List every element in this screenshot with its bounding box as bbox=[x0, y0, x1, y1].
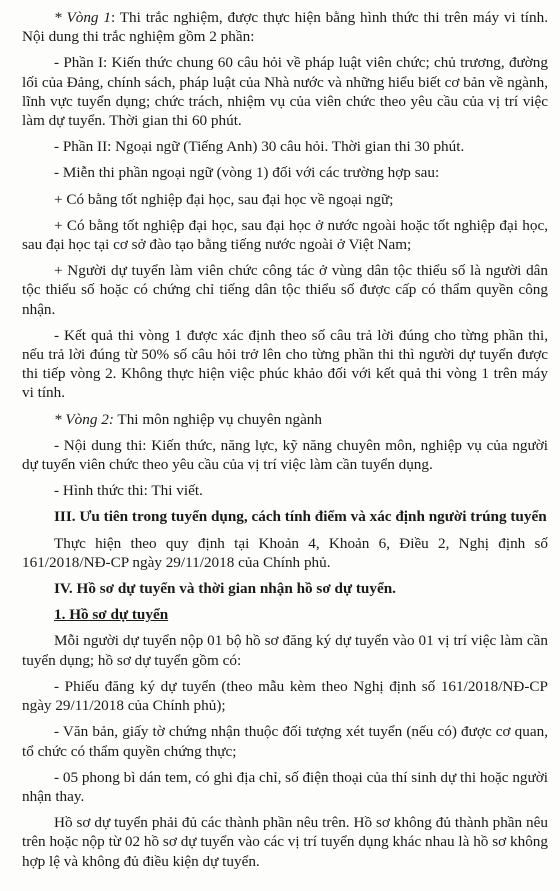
paragraph-round-1-result: - Kết quả thi vòng 1 được xác định theo số câu trả lời đúng cho từng phần thi, nếu trả lời đúng từ 50% số câu hỏi trở lên cho từng phần thi thì người dự tuyển được thi tiếp vòng 2. Không thực hiện việc phúc khảo đối với kết quả thi vòng 1 trên máy vi tính. bbox=[22, 326, 548, 402]
round-1-text: : Thi trắc nghiệm, được thực hiện bằng hình thức thi trên máy vi tính. Nội dung thi trắc nghiệm gồm 2 phần: bbox=[22, 9, 548, 46]
paragraph-exemption: - Miễn thi phần ngoại ngữ (vòng 1) đối với các trường hợp sau: bbox=[54, 164, 440, 182]
paragraph-exemption-3: + Người dự tuyển làm viên chức công tác ở vùng dân tộc thiểu số là người dân tộc thiểu số hoặc có chứng chỉ tiếng dân tộc thiểu số được cấp có thẩm quyền công nhận. bbox=[22, 262, 548, 318]
paragraph-application-validity: Hồ sơ dự tuyển phải đủ các thành phần nêu trên. Hồ sơ không đủ thành phần nêu trên hoặc nộp từ 02 hồ sơ dự tuyển vào các vị trí tuyển dụng khác nhau là hồ sơ không hợp lệ và không đủ điều kiện dự tuyển. bbox=[22, 814, 548, 870]
paragraph-exemption-1: + Có bằng tốt nghiệp đại học, sau đại học về ngoại ngữ; bbox=[54, 190, 394, 208]
subsection-title-1: 1. Hồ sơ dự tuyển bbox=[54, 606, 169, 624]
paragraph-priority: Thực hiện theo quy định tại Khoản 4, Khoản 6, Điều 2, Nghị định số 161/2018/NĐ-CP ngày 29/11/2018 của Chính phủ. bbox=[22, 534, 548, 571]
section-title-iii: III. Ưu tiên trong tuyển dụng, cách tính điểm và xác định người trúng tuyển bbox=[54, 508, 547, 526]
paragraph-round-1 bbox=[22, 8, 548, 46]
paragraph-application-envelopes: - 05 phong bì dán tem, có ghi địa chỉ, số điện thoại của thí sinh dự thi hoặc người nhận thay. bbox=[22, 768, 548, 805]
section-title-iv: IV. Hồ sơ dự tuyển và thời gian nhận hồ sơ dự tuyển. bbox=[54, 580, 396, 598]
round-2-label: * Vòng 2: bbox=[54, 410, 114, 428]
round-2-text: Thi môn nghiệp vụ chuyên ngành bbox=[113, 410, 322, 428]
paragraph-round-2-content: - Nội dung thi: Kiến thức, năng lực, kỹ năng chuyên môn, nghiệp vụ của người dự tuyển viên chức theo yêu cầu của vị trí việc làm cần tuyển dụng. bbox=[22, 436, 548, 474]
paragraph-part-1: - Phần I: Kiến thức chung 60 câu hỏi về pháp luật viên chức; chủ trương, đường lối của Đảng, chính sách, pháp luật của Nhà nước và những hiểu biết cơ bản về ngành, lĩnh vực tuyển dụng; chức trách, nhiệm vụ của viên chức theo yêu cầu của vị trí việc làm dự tuyển. Thời gian thi 60 phút. bbox=[22, 54, 548, 130]
round-1-label: * Vòng 1 bbox=[54, 9, 111, 26]
paragraph-part-2: - Phần II: Ngoại ngữ (Tiếng Anh) 30 câu hỏi. Thời gian thi 30 phút. bbox=[54, 138, 465, 156]
paragraph-round-2-format: - Hình thức thi: Thi viết. bbox=[54, 482, 203, 500]
paragraph-exemption-2: + Có bằng tốt nghiệp đại học, sau đại học ở nước ngoài hoặc tốt nghiệp đại học, sau đại học tại cơ sở đào tạo bằng tiếng nước ngoài ở Việt Nam; bbox=[22, 216, 548, 254]
paragraph-application: Mỗi người dự tuyển nộp 01 bộ hồ sơ đăng ký dự tuyển vào 01 vị trí việc làm cần tuyển dụng; hồ sơ dự tuyển gồm có: bbox=[22, 632, 548, 669]
paragraph-round-2 bbox=[22, 410, 548, 429]
paragraph-application-documents: - Văn bản, giấy tờ chứng nhận thuộc đối tượng xét tuyển (nếu có) được cơ quan, tổ chức có thẩm quyền chứng thực; bbox=[22, 723, 548, 760]
paragraph-application-form: - Phiếu đăng ký dự tuyển (theo mẫu kèm theo Nghị định số 161/2018/NĐ-CP ngày 29/11/2018 của Chính phủ); bbox=[22, 677, 548, 715]
